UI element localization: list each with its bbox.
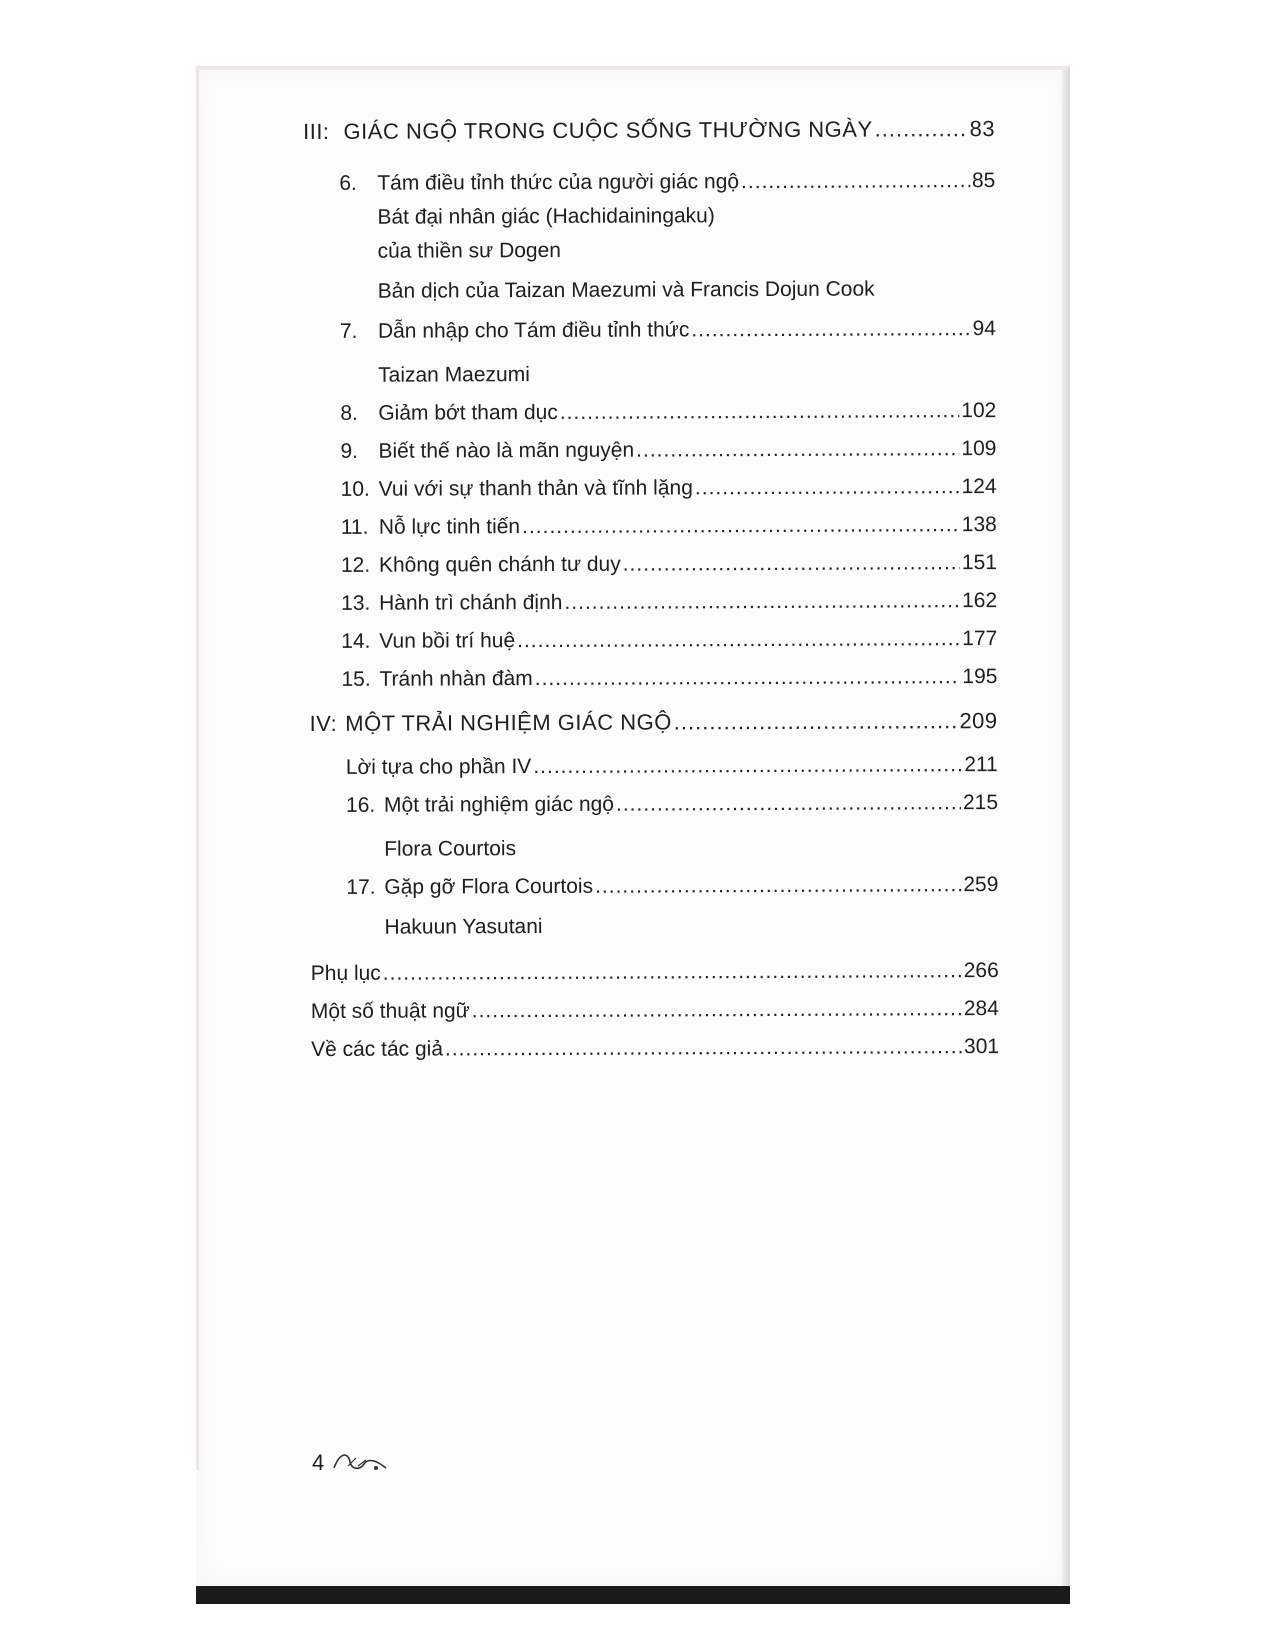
chapter-number: 8. [340,401,358,425]
dot-leader [535,663,961,693]
page-ref: 85 [971,169,996,193]
section-title: Một số thuật ngữ [310,999,470,1024]
page-ref: 215 [962,791,999,815]
toc-chapter-16 [346,789,998,820]
page-ref: 151 [961,551,997,575]
dot-leader [674,707,958,736]
chapter-title: Tám điều tỉnh thức của người giác ngộ [377,170,740,195]
toc-chapter-8 [340,397,996,428]
chapter-number: 13. [341,591,371,615]
chapter-number: 12. [340,553,371,577]
page-ref: 284 [963,997,999,1021]
toc-chapter-6 [339,167,995,198]
table-of-contents [303,115,1001,1498]
page-ref: 259 [963,873,999,897]
toc-chapter-17 [346,871,998,902]
page-ref: 94 [972,317,996,341]
chapter-author: Taizan Maezumi [378,363,530,387]
toc-chapter-7 [340,315,996,346]
dot-leader [741,167,970,196]
page-ref: 102 [961,399,997,423]
chapter-title: Nỗ lực tinh tiến [378,515,521,539]
ornament-icon [330,1448,390,1474]
page-ref: 124 [961,475,997,499]
chapter-number: 14. [341,629,371,653]
page-ref: 177 [962,627,998,651]
toc-about-authors [311,1033,999,1064]
chapter-subtitle: Bát đại nhân giác (Hachidainingaku) [377,204,715,229]
toc-chapter-15 [341,663,997,694]
chapter-title: Hành trì chánh định [379,590,563,615]
dot-leader [472,995,962,1025]
chapter-subtitle: của thiền sư Dogen [377,238,561,263]
chapter-number: 6. [339,171,357,195]
part-title: GIÁC NGỘ TRONG CUỘC SỐNG THƯỜNG NGÀY [343,116,873,144]
chapter-title: Lời tựa cho phần IV [345,755,532,779]
dot-leader [533,751,962,781]
toc-chapter-9 [340,435,996,466]
toc-preface-4 [346,751,998,782]
page-number: 4 [312,1450,325,1475]
chapter-author: Hakuun Yasutani [384,915,543,939]
dot-leader [560,397,960,427]
chapter-author: Flora Courtois [384,837,517,861]
page-edge-left [196,70,199,1470]
chapter-number: 7. [339,319,358,343]
chapter-title: Vui với sự thanh thản và tĩnh lặng [378,476,693,501]
toc-part-3 [303,115,995,146]
chapter-title: Vun bồi trí huệ [379,629,516,653]
page-ref: 83 [969,116,996,142]
page-ref: 209 [959,708,998,734]
toc-part-4 [310,707,998,738]
toc-chapter-11 [341,511,997,542]
section-title: Về các tác giả [311,1037,444,1062]
chapter-title: Gặp gỡ Flora Courtois [384,874,594,899]
chapter-title: Giảm bớt tham dục [378,400,558,425]
chapter-number: 16. [345,793,376,817]
chapter-title: Biết thế nào là mãn nguyện [378,438,635,463]
dot-leader [616,789,961,819]
dot-leader [595,871,961,901]
page-edge-right [1062,68,1070,1586]
dot-leader [564,587,960,617]
dot-leader [691,315,970,344]
toc-appendix [311,957,999,988]
chapter-number: 15. [341,667,371,691]
chapter-number: 10. [340,477,370,501]
page-ref: 138 [961,513,997,537]
chapter-title: Tránh nhàn đàm [379,667,533,691]
chapter-title: Không quên chánh tư duy [378,552,621,577]
part-label: III: [303,118,330,145]
chapter-number: 11. [340,515,369,539]
section-title: Phụ lục [310,961,381,986]
scan-bottom-band [196,1586,1070,1604]
dot-leader [623,549,960,578]
chapter-title: Dẫn nhập cho Tám điều tỉnh thức [377,318,690,343]
chapter-title: Một trải nghiệm giác ngộ [383,792,615,817]
toc-chapter-13 [341,587,997,618]
chapter-number: 9. [340,439,359,463]
page-edge-top [196,66,1070,70]
chapter-translator: Bản dịch của Taizan Maezumi và Francis Dojun Cook [377,277,875,303]
toc-chapter-14 [341,625,997,656]
toc-glossary [311,995,999,1026]
chapter-number: 17. [346,875,376,899]
page-ref: 162 [962,589,998,613]
dot-leader [445,1033,962,1063]
page-ref: 195 [962,665,998,689]
page-ref: 266 [963,959,999,983]
dot-leader [875,115,968,143]
page-ref: 301 [963,1035,1000,1059]
dot-leader [517,625,960,655]
part-label: IV: [309,710,338,737]
dot-leader [636,435,959,464]
part-title: MỘT TRẢI NGHIỆM GIÁC NGỘ [345,709,672,736]
toc-chapter-10 [341,473,997,504]
toc-chapter-12 [341,549,997,580]
page-ref: 109 [961,437,997,461]
dot-leader [695,473,960,502]
dot-leader [383,957,962,988]
dot-leader [522,511,960,541]
page-ref: 211 [964,753,998,777]
